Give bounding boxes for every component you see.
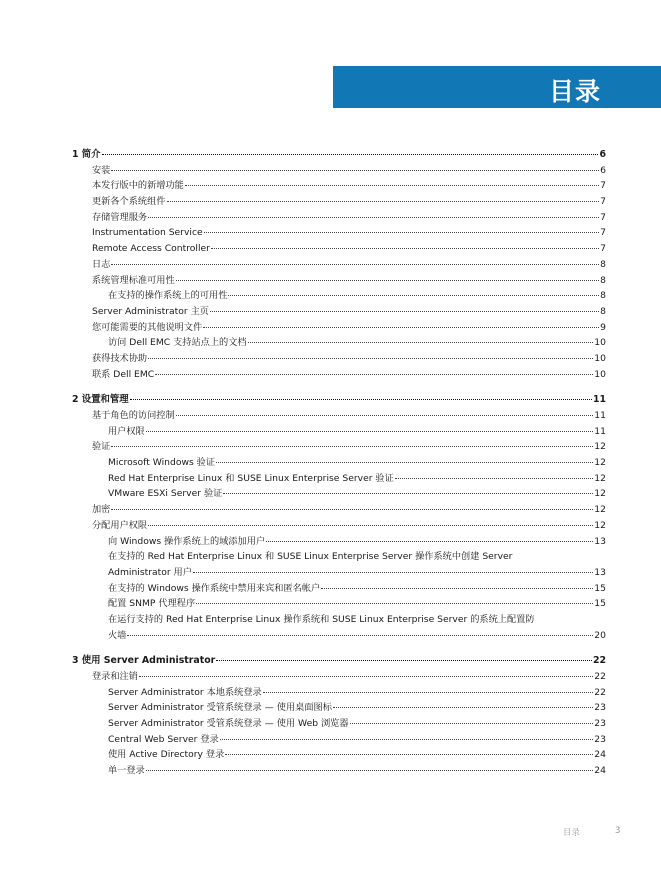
toc-entry-title: 使用 Active Directory 登录 [108, 749, 225, 761]
toc-page-number: 8 [600, 305, 606, 317]
toc-entry[interactable] [72, 225, 606, 241]
dot-leader [102, 147, 599, 155]
toc-entry-title: VMware ESXi Server 验证 [108, 488, 223, 500]
toc-entry-title: Server Administrator 受管系统登录 — 使用桌面图标 [108, 702, 332, 714]
toc-page-number: 10 [594, 368, 606, 380]
toc-page-number: 20 [594, 629, 606, 641]
toc-page-number: 12 [594, 457, 606, 469]
toc-page-number: 8 [600, 274, 606, 286]
toc-page-number: 22 [592, 655, 606, 667]
toc-page-number: 11 [594, 425, 606, 437]
toc-page-number: 22 [594, 671, 606, 682]
dot-leader [203, 320, 599, 328]
toc-entry[interactable] [72, 241, 606, 257]
toc-entry[interactable] [72, 685, 606, 701]
toc-chapter [72, 392, 606, 643]
dot-leader [223, 486, 593, 494]
toc-entry-title: Central Web Server 登录 [108, 733, 219, 745]
toc-entry-title: 获得技术协助 [92, 352, 148, 364]
toc-entry[interactable] [72, 367, 606, 383]
toc-page-number: 6 [600, 164, 606, 176]
dot-leader [176, 273, 599, 281]
toc-entry-title: 更新各个系统组件 [92, 196, 166, 208]
toc-page-number: 7 [600, 227, 606, 239]
toc-page-number: 10 [594, 352, 606, 364]
toc-entry[interactable] [72, 455, 606, 471]
toc-entry[interactable] [72, 716, 606, 732]
toc-entry-title: 访问 Dell EMC 支持站点上的文档 [108, 337, 247, 349]
toc-page-number: 22 [594, 686, 606, 698]
toc-entry-title: Administrator 用户 [108, 566, 192, 578]
toc-page-number: 15 [594, 598, 606, 610]
toc-entry-title: Server Administrator 主页 [92, 305, 209, 317]
toc-chapter [72, 147, 606, 382]
toc-entry-title: 3 使用 Server Administrator [72, 655, 216, 667]
dot-leader [220, 732, 594, 740]
dot-leader [225, 747, 593, 755]
toc-entry[interactable] [72, 408, 606, 424]
toc-page-number: 24 [594, 749, 606, 761]
dot-leader [193, 565, 593, 573]
toc-entry-title: 您可能需要的其他说明文件 [92, 321, 203, 333]
toc-entry-title: Remote Access Controller [92, 243, 210, 255]
dot-leader [185, 178, 599, 186]
toc-entry[interactable] [72, 194, 606, 210]
toc-page-number: 10 [594, 337, 606, 349]
toc-entry-title: 用户权限 [108, 425, 145, 437]
toc-entry-title: 在支持的操作系统上的可用性 [108, 290, 228, 302]
toc-page-number: 23 [594, 702, 606, 714]
dot-leader [176, 408, 594, 416]
toc-entry[interactable] [72, 335, 606, 351]
toc-entry-title: 基于角色的访问控制 [92, 410, 175, 421]
toc-entry[interactable] [72, 288, 606, 304]
toc-entry-title: 向 Windows 操作系统上的域添加用户 [108, 535, 266, 547]
toc-entry-title: 安装 [92, 164, 111, 176]
toc-entry-title: 登录和注销 [92, 671, 138, 682]
toc-page-number: 12 [594, 519, 606, 531]
page-title: 目录 [548, 77, 601, 106]
dot-leader [204, 225, 599, 233]
dot-leader [148, 351, 593, 359]
toc-page-number: 13 [594, 566, 606, 578]
toc-entry-title: 日志 [92, 258, 111, 270]
toc-entry[interactable] [72, 763, 606, 779]
toc-entry-title: 火墙 [108, 629, 127, 641]
dot-leader [333, 700, 593, 708]
toc-page-number: 13 [594, 535, 606, 547]
toc-page-number: 7 [600, 243, 606, 255]
toc-entry[interactable] [72, 486, 606, 502]
toc-page-number: 12 [594, 441, 606, 453]
toc-page-number: 11 [592, 394, 606, 406]
toc-page-number: 6 [599, 149, 606, 160]
dot-leader [216, 455, 593, 463]
toc-entry-title: 1 简介 [72, 149, 101, 160]
toc-entry-title: 配置 SNMP 代理程序 [108, 598, 196, 610]
toc-entry-title: 本发行版中的新增功能 [92, 180, 184, 192]
dot-leader [167, 194, 600, 202]
toc-entry-wrapped-line[interactable]: 在运行支持的 Red Hat Enterprise Linux 操作系统和 SUSE Linux Enterprise Server 的系统上配置防 [108, 613, 535, 625]
toc-page-number: 8 [600, 258, 606, 270]
dot-leader [350, 716, 594, 724]
dot-leader [211, 241, 599, 249]
dot-leader [210, 304, 599, 312]
dot-leader [395, 471, 594, 479]
toc-page-number: 7 [600, 180, 606, 192]
toc-entry-title: 验证 [92, 441, 111, 453]
dot-leader [155, 367, 593, 375]
toc-entry-title: Instrumentation Service [92, 227, 203, 239]
toc-page-number: 11 [594, 410, 606, 421]
dot-leader [196, 596, 593, 604]
dot-leader [266, 534, 593, 542]
toc-entry[interactable] [72, 518, 606, 534]
toc-entry[interactable] [72, 700, 606, 716]
toc-entry-title: Microsoft Windows 验证 [108, 457, 216, 469]
toc-entry-title: 在支持的 Windows 操作系统中禁用来宾和匿名帐户 [108, 582, 321, 594]
toc-entry[interactable] [72, 581, 606, 597]
toc-entry-title: 存储管理服务 [92, 211, 148, 223]
toc-entry[interactable] [72, 178, 606, 194]
dot-leader [111, 257, 599, 265]
toc-entry[interactable] [72, 257, 606, 273]
toc-page-number: 8 [600, 290, 606, 302]
toc-page-number: 12 [594, 472, 606, 484]
dot-leader [148, 210, 599, 218]
toc-entry-title: Server Administrator 受管系统登录 — 使用 Web 浏览器 [108, 718, 349, 730]
dot-leader [321, 581, 593, 589]
table-of-contents [72, 147, 606, 789]
toc-entry-wrapped-line[interactable]: 在支持的 Red Hat Enterprise Linux 和 SUSE Linux Enterprise Server 操作系统中创建 Server [108, 551, 513, 563]
toc-entry-title: 加密 [92, 504, 111, 516]
toc-entry-title: 联系 Dell EMC [92, 368, 155, 380]
dot-leader [216, 653, 592, 661]
toc-entry[interactable] [72, 210, 606, 226]
toc-entry[interactable] [72, 273, 606, 289]
toc-chapter-heading[interactable] [72, 147, 606, 163]
toc-page-number: 12 [594, 488, 606, 500]
toc-entry[interactable] [72, 424, 606, 440]
toc-entry[interactable] [72, 669, 606, 685]
toc-page-number: 23 [594, 718, 606, 730]
toc-entry[interactable] [72, 747, 606, 763]
toc-page-number: 9 [600, 321, 606, 333]
dot-leader [248, 335, 594, 343]
toc-entry-title: 单一登录 [108, 765, 145, 777]
dot-leader [111, 163, 599, 171]
dot-leader [139, 669, 593, 677]
toc-entry-title: 分配用户权限 [92, 519, 148, 531]
toc-chapter-heading[interactable] [72, 392, 606, 408]
toc-entry[interactable] [72, 534, 606, 550]
footer-page-number: 3 [615, 826, 621, 836]
toc-page-number: 7 [600, 196, 606, 208]
toc-chapter [72, 653, 606, 779]
footer-label: 目录 [563, 828, 581, 838]
dot-leader [228, 288, 599, 296]
toc-page-number: 12 [594, 504, 606, 516]
dot-leader [148, 518, 593, 526]
toc-entry[interactable] [72, 320, 606, 336]
toc-entry[interactable] [72, 163, 606, 179]
dot-leader [263, 685, 594, 693]
toc-entry[interactable] [72, 439, 606, 455]
toc-entry[interactable] [72, 351, 606, 367]
toc-entry[interactable] [72, 565, 606, 581]
dot-leader [111, 439, 593, 447]
toc-entry[interactable] [72, 502, 606, 518]
dot-leader [146, 424, 594, 432]
toc-page-number: 15 [594, 582, 606, 594]
dot-leader [130, 392, 592, 400]
toc-banner [333, 66, 661, 108]
toc-entry-title: Server Administrator 本地系统登录 [108, 686, 262, 698]
toc-entry[interactable] [72, 628, 606, 644]
toc-entry[interactable] [72, 596, 606, 612]
toc-entry[interactable] [72, 304, 606, 320]
toc-chapter-heading[interactable] [72, 653, 606, 669]
dot-leader [146, 763, 594, 771]
toc-entry-title: 2 设置和管理 [72, 394, 129, 406]
toc-page-number: 23 [594, 733, 606, 745]
dot-leader [111, 502, 593, 510]
toc-entry[interactable] [72, 732, 606, 748]
toc-entry[interactable] [72, 471, 606, 487]
toc-page-number: 7 [600, 211, 606, 223]
toc-page-number: 24 [594, 765, 606, 777]
toc-entry-title: Red Hat Enterprise Linux 和 SUSE Linux Enterprise Server 验证 [108, 472, 394, 484]
toc-entry-title: 系统管理标准可用性 [92, 274, 175, 286]
dot-leader [127, 628, 593, 636]
